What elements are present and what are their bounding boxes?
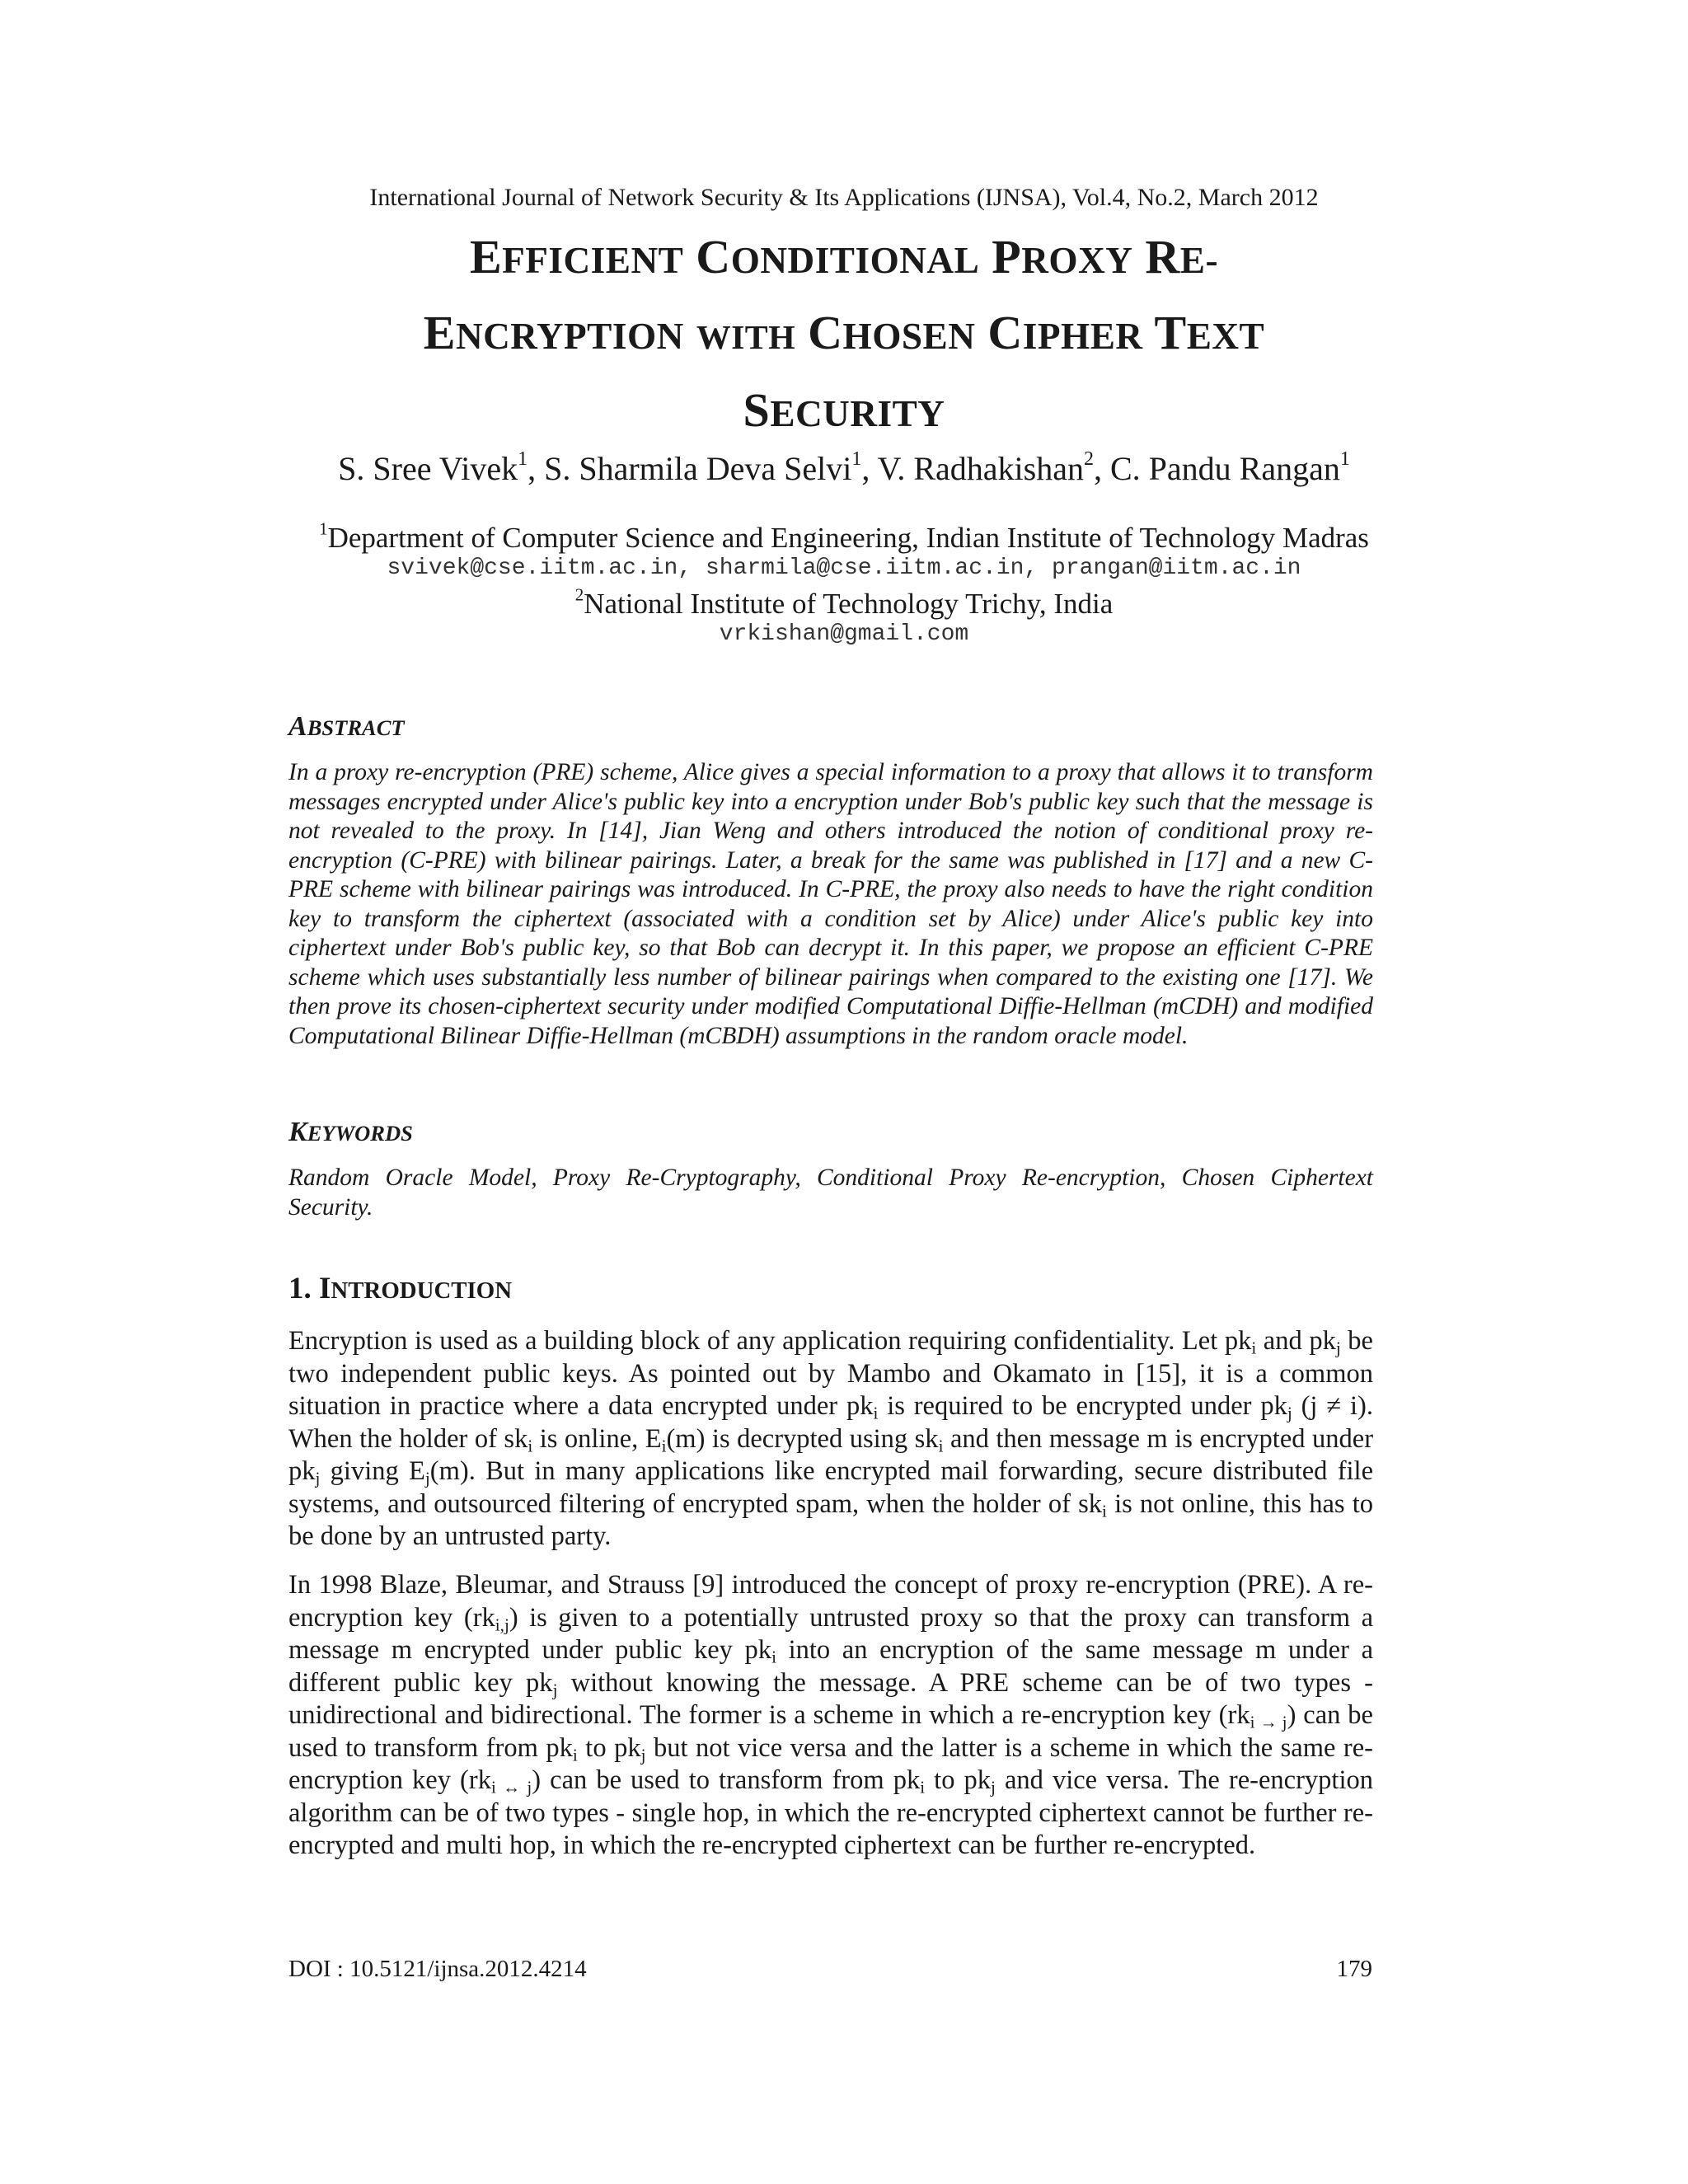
- keywords-heading: [288, 1116, 413, 1150]
- affiliation-block-2: [0, 584, 1688, 649]
- affiliation: [0, 584, 1688, 621]
- paper-title: [308, 221, 1380, 450]
- affiliation-emails: vrkishan@gmail.com: [719, 621, 969, 647]
- affiliation-emails: svivek@cse.iitm.ac.in, sharmila@cse.iitm.ac.in, prangan@iitm.ac.in: [387, 555, 1301, 581]
- heading-initial: I: [319, 1272, 331, 1305]
- heading-initial: A: [288, 711, 307, 742]
- intro-paragraph-2: In 1998 Blaze, Bleumar, and Strauss [9] introduced the concept of proxy re-encryption (PRE). A re-encryption key $(rk_{i,j})$ is given to a potentially untrusted proxy so that the proxy can transform a message m encrypted under public key $pk_i$ into an encryption of the same message m under a different public key $pk_j$ without knowing the message. A PRE scheme can be of two types - unidirectional and bidirectional. The former is a scheme in which a re-encryption key $(rk_{i \to j})$ can be used to transform from $pk_i$ to $pk_j$ but not vice versa and the latter is a scheme in which the same re-encryption key $(rk_{i \leftrightarrow j})$ can be used to transform from $pk_i$ to $pk_j$ and vice versa. The re-encryption algorithm can be of two types - single hop, in which the re-encrypted ciphertext cannot be further re-encrypted and multi hop, in which the re-encrypted ciphertext can be further re-encrypted.: [288, 1570, 1374, 1860]
- author-separator: ,: [1094, 450, 1110, 487]
- footer-doi: DOI : 10.5121/ijnsa.2012.4214: [288, 1956, 587, 1982]
- title-line-3: SECURITY: [743, 383, 945, 437]
- abstract-text: In a proxy re-encryption (PRE) scheme, Alice gives a special information to a proxy that allows it to transform messages encrypted under Alice's public key into a encryption under Bob's public key such that the message is not revealed to the proxy. In [14], Jian Weng and others introduced the notion of conditional proxy re-encryption (C-PRE) with bilinear pairings. Later, a break for the same was published in [17] and a new C-PRE scheme with bilinear pairings was introduced. In C-PRE, the proxy also needs to have the right condition key to transform the ciphertext (associated with a condition set by Alice) under Alice's public key into ciphertext under Bob's public key, so that Bob can decrypt it. In this paper, we propose an efficient C-PRE scheme which uses substantially less number of bilinear pairings when compared to the existing one [17]. We then prove its chosen-ciphertext security under modified Computational Diffie-Hellman (mCDH) and modified Computational Bilinear Diffie-Hellman (mCBDH) assumptions in the random oracle model.: [288, 759, 1373, 1049]
- intro-paragraph-1: Encryption is used as a building block of any application requiring confidentiality. Let $pk_i$ and $pk_j$ be two independent public keys. As pointed out by Mambo and Okamato in [15], it is a common situation in practice where a data encrypted under $pk_i$ is required to be encrypted under $pk_j$ (j ≠ i). When the holder of $sk_i$ is online, $E_i(m)$ is decrypted using $sk_i$ and then message m is encrypted under $pk_j$ giving $E_j(m)$. But in many applications like encrypted mail forwarding, secure distributed file systems, and outsourced filtering of encrypted spam, when the holder of $sk_i$ is not online, this has to be done by an untrusted party.: [288, 1326, 1374, 1551]
- author-name: S. Sree Vivek: [338, 450, 518, 487]
- running-header: International Journal of Network Security & Its Applications (IJNSA), Vol.4, No.2, March 2012: [369, 184, 1319, 211]
- affiliation-mark: 2: [574, 584, 584, 605]
- heading-initial: K: [288, 1117, 307, 1147]
- title-line-2: ENCRYPTION WITH CHOSEN CIPHER TEXT: [423, 306, 1265, 359]
- footer-page-number: 179: [1336, 1956, 1372, 1982]
- section-number: 1.: [288, 1272, 312, 1305]
- author-affiliation-mark: 1: [1339, 448, 1350, 470]
- affiliation: [0, 518, 1688, 555]
- author-affiliation-mark: 1: [518, 448, 528, 470]
- affiliation-mark: 1: [319, 518, 328, 539]
- author-name: S. Sharmila Deva Selvi: [544, 450, 852, 487]
- author-name: V. Radhakishan: [877, 450, 1084, 487]
- author-affiliation-mark: 2: [1084, 448, 1094, 470]
- heading-rest: NTRODUCTION: [331, 1277, 513, 1304]
- author-affiliation-mark: 1: [851, 448, 862, 470]
- author-list: [0, 449, 1688, 489]
- heading-rest: EYWORDS: [307, 1121, 413, 1146]
- title-line-1: EFFICIENT CONDITIONAL PROXY RE-: [469, 230, 1219, 284]
- introduction-heading: [288, 1272, 512, 1307]
- affiliation-name: National Institute of Technology Trichy, India: [584, 588, 1114, 620]
- heading-rest: BSTRACT: [307, 715, 405, 740]
- author-name: C. Pandu Rangan: [1110, 450, 1340, 487]
- author-separator: ,: [861, 450, 878, 487]
- affiliation-block-1: [0, 518, 1688, 583]
- abstract-heading: [288, 710, 405, 744]
- keywords-text: Random Oracle Model, Proxy Re-Cryptography, Conditional Proxy Re-encryption, Chosen Ciphertext Security.: [288, 1165, 1373, 1221]
- affiliation-name: Department of Computer Science and Engineering, Indian Institute of Technology Madras: [327, 522, 1369, 554]
- author-separator: ,: [528, 450, 545, 487]
